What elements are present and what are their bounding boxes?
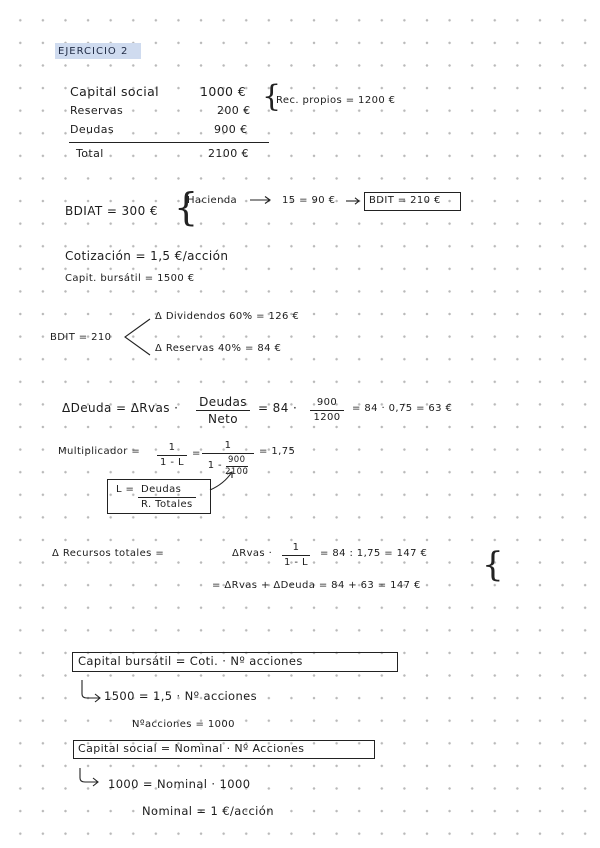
page-title: EJERCICIO 2 (58, 46, 129, 57)
eq-nominal-result: Nominal = 1 €/acción (142, 804, 274, 818)
recursos-lhs: Δ Recursos totales = (52, 548, 165, 559)
mult-f2-num: 1 (224, 440, 232, 451)
capit-bursatil: Capit. bursátil = 1500 € (65, 273, 195, 284)
eq-1500: 1500 = 1,5 · Nº acciones (104, 689, 258, 703)
balance-label-reservas: Reservas (70, 104, 124, 117)
bdiat-lhs: BDIAT = 300 € (65, 204, 158, 218)
mult-f1-den: 1 - L (160, 457, 184, 469)
l-def-den: R. Totales (141, 499, 193, 510)
arrow-to-tax (250, 195, 274, 205)
dividendos: Δ Dividendos 60% = 126 € (155, 311, 300, 322)
hacienda-label: Hacienda (187, 195, 238, 206)
frac-900-1200 (310, 398, 344, 423)
balance-label-deudas: Deudas (70, 123, 115, 136)
right-brace: { (262, 79, 282, 114)
rec-propios: Rec. propios = 1200 € (276, 95, 396, 106)
balance-value-capital: 1000 € (200, 84, 247, 99)
bdiat-brace: { (174, 185, 199, 229)
arrow-to-inner-frac (208, 470, 238, 492)
recursos-frac (282, 543, 310, 568)
frac2-den: 1200 (313, 412, 341, 424)
recursos-line2: = ΔRvas + ΔDeuda = 84 + 63 = 147 € (212, 580, 421, 591)
recursos-rhs: = 84 : 1,75 = 147 € (320, 548, 428, 559)
mult-f2-den-prefix: 1 - (207, 460, 223, 472)
balance-value-deudas: 900 € (214, 123, 248, 136)
total-separator-line (69, 142, 269, 143)
tax-value: 15 = 90 € (282, 195, 336, 206)
mult-f1-num: 1 (168, 442, 176, 453)
balance-value-reservas: 200 € (217, 104, 251, 117)
cotizacion: Cotización = 1,5 €/acción (65, 249, 229, 263)
l-def-num: Deudas (141, 484, 182, 495)
split-lhs: BDIT = 210 (50, 332, 112, 343)
mult-result: = 1,75 (259, 446, 296, 457)
deuda-eq1: = 84 · (258, 401, 298, 415)
eq-nominal-1000: 1000 = Nominal · 1000 (108, 777, 251, 791)
arrow-to-bdit (346, 196, 362, 206)
deuda-lhs: ΔDeuda = ΔRvas · (62, 401, 179, 415)
balance-value-total: 2100 € (208, 147, 249, 160)
balance-label-total: Total (76, 147, 104, 160)
recursos-den: 1 - L (284, 557, 308, 569)
recursos-brace: { (482, 545, 504, 585)
l-def-bar (138, 497, 196, 498)
frac1-den: Neto (207, 412, 238, 427)
deuda-rest: = 84 · 0,75 = 63 € (352, 403, 453, 414)
split-bracket (122, 317, 152, 357)
capital-social-formula: Capital social = Nominal · Nº Acciones (78, 742, 305, 755)
balance-label-capital: Capital social (70, 84, 160, 99)
multiplicador-lhs: Multiplicador = (58, 446, 141, 457)
bdit-result: BDIT = 210 € (369, 195, 441, 206)
recursos-num: 1 (292, 542, 300, 553)
mult-inner-num: 900 (227, 455, 246, 466)
hook-arrow-2 (76, 766, 102, 786)
recursos-mid: ΔRvas · (232, 548, 273, 559)
frac1-num: Deudas (199, 395, 247, 409)
mult-frac1 (157, 443, 187, 468)
reservas-split: Δ Reservas 40% = 84 € (155, 343, 282, 354)
mult-inner-den: 2100 (225, 466, 249, 477)
capital-bursatil-formula: Capital bursátil = Coti. · Nº acciones (78, 654, 303, 668)
eq-num-acciones: Nºacciones = 1000 (132, 719, 235, 730)
l-def-lhs: L = (116, 484, 135, 495)
mult-eq: = (192, 448, 201, 459)
frac2-num: 900 (316, 397, 338, 408)
frac-deudas-neto (196, 396, 250, 425)
hook-arrow-1 (78, 678, 104, 702)
